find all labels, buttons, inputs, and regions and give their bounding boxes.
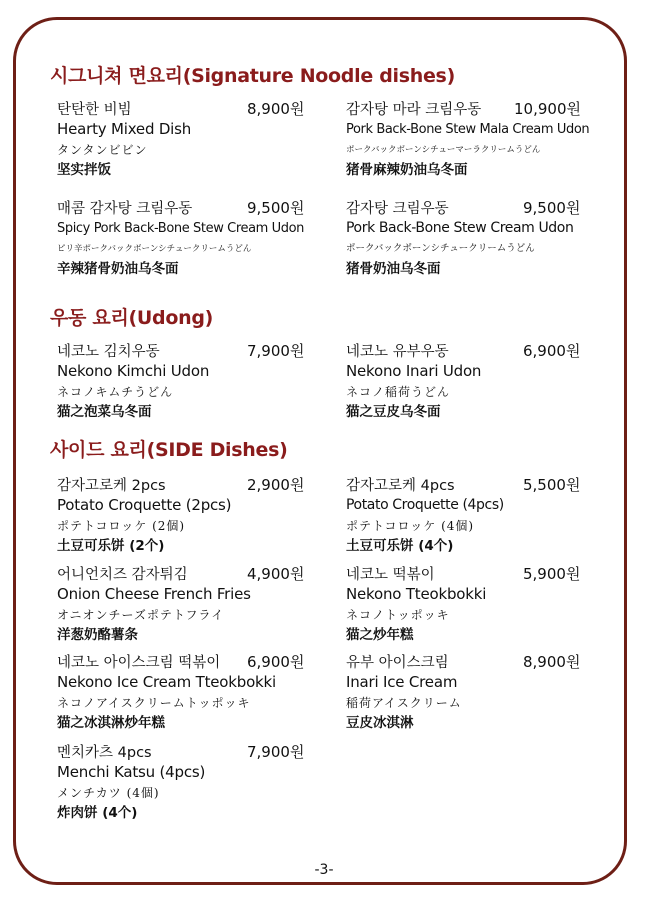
item-price: 6,900원 [247, 653, 305, 671]
item-chinese-name: 猪骨奶油乌冬面 [346, 261, 441, 277]
item-english-name: Hearty Mixed Dish [57, 120, 192, 138]
item-price: 9,500원 [247, 199, 305, 217]
item-chinese-name: 洋葱奶酪薯条 [57, 627, 138, 643]
menu-item [57, 741, 327, 824]
item-korean-name: 감자고로케 2pcs [57, 478, 166, 494]
item-japanese-name: ポークバックボーンシチューマーラクリームうどん [346, 145, 541, 155]
item-japanese-name: 稲荷アイスクリーム [346, 696, 462, 710]
menu-item [346, 563, 616, 646]
item-korean-name: 감자고로케 4pcs [346, 478, 455, 494]
item-korean-name: 감자탕 크림우동 [346, 201, 449, 217]
item-korean-name: 감자탕 마라 크림우동 [346, 102, 482, 118]
item-korean-name: 탄탄한 비빔 [57, 102, 132, 118]
item-chinese-name: 土豆可乐饼 (2个) [57, 538, 165, 554]
section-title-side-dishes: 사이드 요리(SIDE Dishes) [50, 439, 288, 461]
page-number: -3- [314, 862, 334, 878]
item-korean-name: 네코노 떡볶이 [346, 567, 435, 583]
item-price: 5,500원 [523, 476, 581, 494]
item-price: 2,900원 [247, 476, 305, 494]
item-chinese-name: 土豆可乐饼 (4个) [346, 538, 454, 554]
item-chinese-name: 猫之冰淇淋炒年糕 [57, 715, 165, 731]
item-english-name: Spicy Pork Back-Bone Stew Cream Udon [57, 221, 305, 236]
item-japanese-name: オニオンチーズポテトフライ [57, 608, 225, 622]
item-english-name: Potato Croquette (2pcs) [57, 496, 232, 514]
item-japanese-name: メンチカツ (4個) [57, 786, 160, 800]
item-japanese-name: ピリ辛ポークバックボーンシチュークリームうどん [57, 244, 252, 254]
section-title-udong: 우동 요리(Udong) [50, 307, 214, 329]
item-korean-name: 네코노 아이스크림 떡볶이 [57, 655, 221, 671]
item-english-name: Nekono Ice Cream Tteokbokki [57, 673, 276, 691]
menu-item [57, 340, 327, 423]
menu-item [57, 563, 327, 646]
menu-item [346, 651, 616, 734]
item-japanese-name: ネコノアイスクリームトッポッキ [57, 696, 251, 710]
item-japanese-name: ポテトコロッケ (4個) [346, 519, 475, 533]
item-chinese-name: 辛辣猪骨奶油乌冬面 [57, 261, 179, 277]
item-price: 5,900원 [523, 565, 581, 583]
item-english-name: Nekono Inari Udon [346, 362, 482, 380]
item-english-name: Menchi Katsu (4pcs) [57, 763, 206, 781]
item-chinese-name: 猪骨麻辣奶油乌冬面 [346, 162, 468, 178]
item-price: 4,900원 [247, 565, 305, 583]
menu-item [346, 98, 621, 181]
item-chinese-name: 豆皮冰淇淋 [346, 715, 414, 731]
item-english-name: Onion Cheese French Fries [57, 585, 251, 603]
item-korean-name: 유부 아이스크림 [346, 655, 449, 671]
section-title-signature: 시그니쳐 면요리(Signature Noodle dishes) [50, 65, 455, 87]
item-japanese-name: ポテトコロッケ (2個) [57, 519, 186, 533]
item-japanese-name: ポークバックボーンシチュークリームうどん [346, 243, 535, 254]
item-japanese-name: ネコノトッポッキ [346, 608, 450, 622]
menu-item [346, 197, 621, 280]
item-price: 10,900원 [514, 100, 581, 118]
item-price: 9,500원 [523, 199, 581, 217]
item-japanese-name: ネコノ稲荷うどん [346, 385, 451, 399]
item-price: 8,900원 [523, 653, 581, 671]
item-chinese-name: 猫之泡菜乌冬面 [57, 404, 152, 420]
menu-item [57, 474, 327, 557]
item-chinese-name: 猫之豆皮乌冬面 [346, 404, 441, 420]
item-price: 7,900원 [247, 743, 305, 761]
item-price: 7,900원 [247, 342, 305, 360]
item-price: 6,900원 [523, 342, 581, 360]
item-korean-name: 네코노 유부우동 [346, 344, 449, 360]
item-price: 8,900원 [247, 100, 305, 118]
menu-item [57, 651, 337, 734]
item-english-name: Pork Back-Bone Stew Cream Udon [346, 220, 574, 236]
item-korean-name: 어니언치즈 감자튀김 [57, 567, 188, 583]
item-english-name: Nekono Kimchi Udon [57, 362, 210, 380]
menu-item [57, 197, 337, 280]
item-english-name: Pork Back-Bone Stew Mala Cream Udon [346, 122, 590, 137]
item-korean-name: 매콤 감자탕 크림우동 [57, 201, 193, 217]
item-chinese-name: 炸肉饼 (4个) [57, 805, 138, 821]
item-korean-name: 네코노 김치우동 [57, 344, 160, 360]
item-english-name: Inari Ice Cream [346, 673, 458, 691]
item-chinese-name: 坚实拌饭 [57, 162, 111, 178]
item-english-name: Potato Croquette (4pcs) [346, 497, 504, 513]
item-japanese-name: ネコノキムチうどん [57, 385, 174, 399]
item-english-name: Nekono Tteokbokki [346, 585, 487, 603]
item-korean-name: 멘치카츠 4pcs [57, 745, 152, 761]
menu-item [346, 474, 616, 557]
menu-item [346, 340, 616, 423]
item-chinese-name: 猫之炒年糕 [346, 627, 414, 643]
item-japanese-name: タンタンビビン [57, 143, 148, 157]
menu-item [57, 98, 327, 181]
